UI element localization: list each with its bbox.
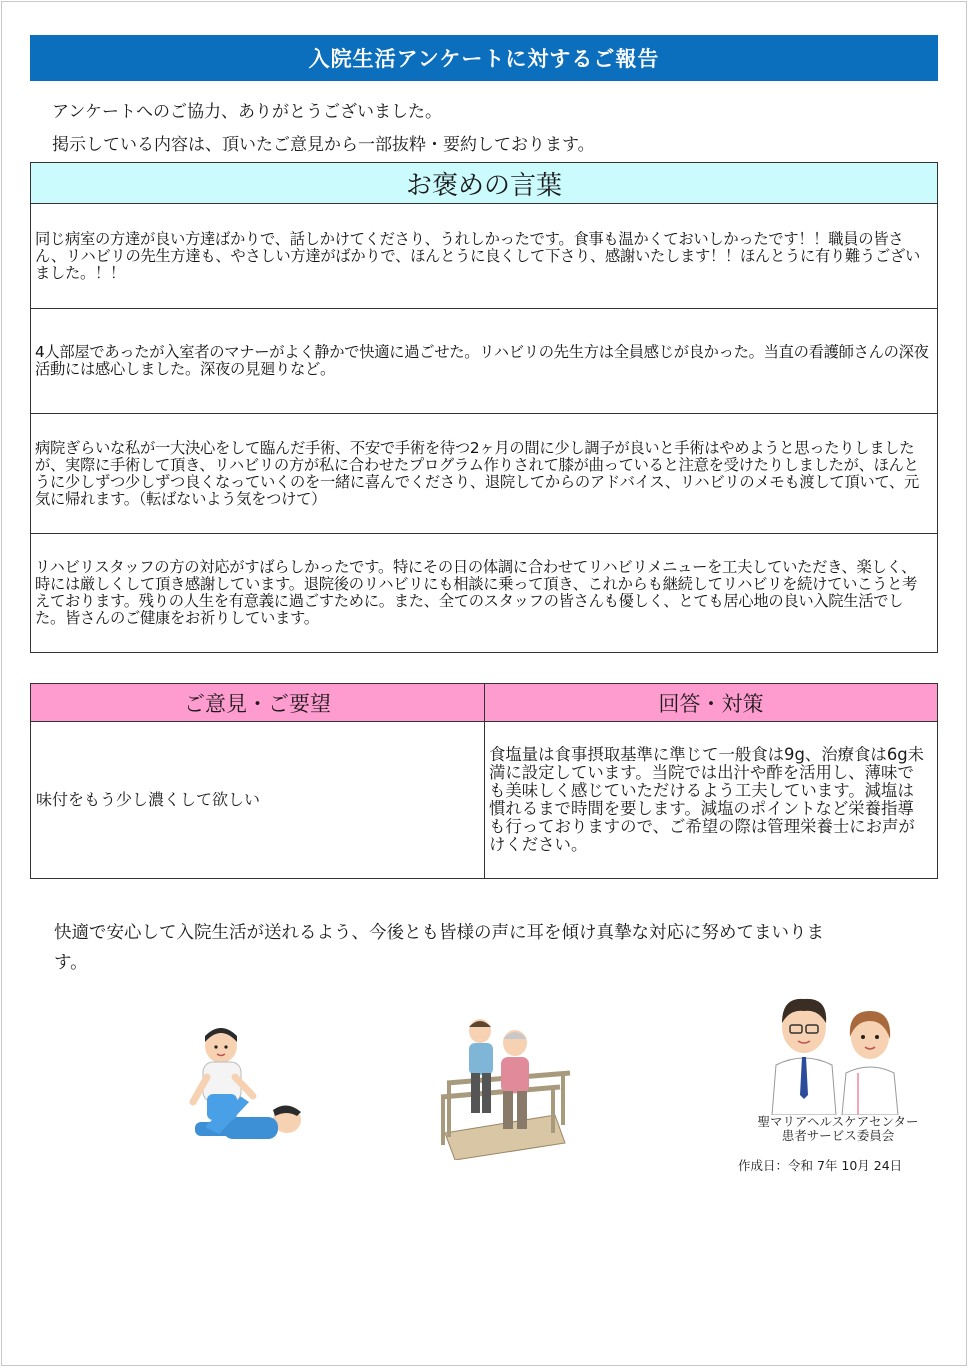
- page-title: 入院生活アンケートに対するご報告: [30, 35, 938, 81]
- parallel-bars-illustration: [435, 1015, 575, 1160]
- opinion-answer-heading: 回答・対策: [485, 684, 937, 722]
- opinion-answer: 食塩量は食事摂取基準に準じて一般食は9g、治療食は6g未満に設定しています。当院では出汁や酢を活用し、薄味でも美味しく感じていただけるよう工夫しています。減塩は慣れるまで時間を要します。減塩のポイントなど栄養指導も行っておりますので、ご希望の際は管理栄養士にお声がけください。: [489, 745, 925, 854]
- opinion-request: 味付をもう少し濃くして欲しい: [31, 722, 485, 878]
- organization-committee: 患者サービス委員会: [781, 1128, 895, 1143]
- nurse-uniform: [842, 1067, 898, 1115]
- opinion-request-heading: ご意見・ご要望: [31, 684, 485, 722]
- intro-line-2: 掲示している内容は、頂いたご意見から一部抜粋・要約しております。: [52, 135, 595, 155]
- praise-item: 同じ病室の方達が良い方達ばかりで、話しかけてくださり、うれしかったです。食事も温かくておいしかったです！！職員の皆さん、リハビリの先生方達も、やさしい方達がばかりで、ほんとうに良くして下さり、感謝いたします！！ほんとうに有り難うございました。！！: [31, 204, 937, 309]
- praise-item: リハビリスタッフの方の対応がすばらしかったです。特にその日の体調に合わせてリハビリメニューを工夫していただき、楽しく、時には厳しくして頂き感謝しています。退院後のリハビリにも相談に乗って頂き、これからも継続してリハビリを続けていこうと考えております。残りの人生を有意義に過ごすために。また、全てのスタッフの皆さんも優しく、とても居心地の良い入院生活でした。皆さんのご健康をお祈りしています。: [35, 558, 918, 627]
- helper-body: [469, 1043, 493, 1075]
- intro-line-1: アンケートへのご協力、ありがとうございました。: [52, 102, 442, 122]
- closing-message: 快適で安心して入院生活が送れるよう、今後とも皆様の声に耳を傾け真摯な対応に努めてまいります。: [54, 923, 824, 973]
- rehab-stretch-illustration: [175, 1022, 310, 1147]
- praise-table: [30, 162, 938, 653]
- praise-item: 病院ぎらいな私が一大決心をして臨んだ手術、不安で手術を待つ2ヶ月の間に少し調子が良いと手術はやめようと思ったりしましたが、実際に手術して頂き、リハビリの方が私に合わせたプログラム作りされて膝が曲っていると注意を受けたりしましたが、ほんとうに少しずつ少しずつ良くなっていくのを一緒に喜んでくださり、退院してからのアドバイス、リハビリのメモも渡して頂いて、元気に帰れます。（転ばないよう気をつけて）: [31, 414, 937, 534]
- organization-block: [738, 1115, 938, 1143]
- created-date: 作成日：令和 7年 10月 24日: [738, 1158, 903, 1173]
- praise-heading: お褒めの言葉: [31, 163, 937, 204]
- praise-item: 4人部屋であったが入室者のマナーがよく静かで快適に過ごせた。リハビリの先生方は全員感じが良かった。当直の看護師さんの深夜活動には感心しました。深夜の見廻りなど。: [31, 309, 937, 414]
- organization-name: 聖マリアヘルスケアセンター: [757, 1114, 919, 1129]
- opinion-table: [30, 683, 938, 879]
- walker-body: [501, 1057, 529, 1093]
- doctor-nurse-illustration: [766, 995, 906, 1115]
